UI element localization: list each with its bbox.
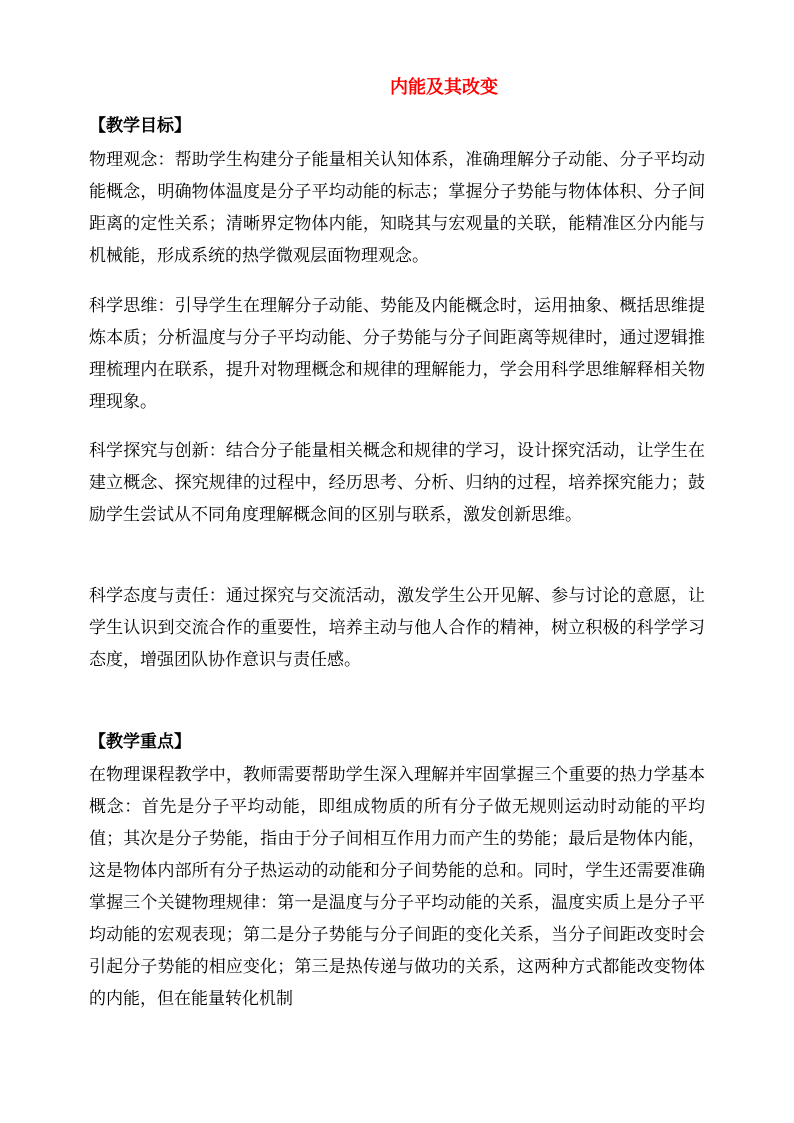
section-heading-teaching-focus: 【教学重点】 — [89, 732, 191, 752]
section-heading-teaching-goals: 【教学目标】 — [89, 116, 191, 136]
paragraph-scientific-thinking: 科学思维：引导学生在理解分子动能、势能及内能概念时，运用抽象、概括思维提炼本质；分析温度与分子平均动能、分子势能与分子间距离等规律时，通过逻辑推理梳理内在联系，提升对物理概念和规律的理解能力，学会用科学思维解释相关物理现象。 — [89, 296, 705, 412]
paragraph-teaching-focus: 在物理课程教学中，教师需要帮助学生深入理解并牢固掌握三个重要的热力学基本概念：首先是分子平均动能，即组成物质的所有分子做无规则运动时动能的平均值；其次是分子势能，指由于分子间相互作用力而产生的势能；最后是物体内能，这是物体内部所有分子热运动的动能和分子间势能的总和。同时，学生还需要准确掌握三个关键物理规律：第一是温度与分子平均动能的关系，温度实质上是分子平均动能的宏观表现；第二是分子势能与分子间距的变化关系，当分子间距改变时会引起分子势能的相应变化；第三是热传递与做功的关系，这两种方式都能改变物体的内能，但在能量转化机制 — [89, 765, 705, 1009]
paragraph-scientific-inquiry: 科学探究与创新：结合分子能量相关概念和规律的学习，设计探究活动，让学生在建立概念、探究规律的过程中，经历思考、分析、归纳的过程，培养探究能力；鼓励学生尝试从不同角度理解概念间的区别与联系，激发创新思维。 — [89, 441, 705, 525]
paragraph-physics-concept: 物理观念：帮助学生构建分子能量相关认知体系，准确理解分子动能、分子平均动能概念，明确物体温度是分子平均动能的标志；掌握分子势能与物体体积、分子间距离的定性关系；清晰界定物体内能，知晓其与宏观量的关联，能精准区分内能与机械能，形成系统的热学微观层面物理观念。 — [89, 150, 705, 266]
paragraph-scientific-attitude: 科学态度与责任：通过探究与交流活动，激发学生公开见解、参与讨论的意愿，让学生认识到交流合作的重要性，培养主动与他人合作的精神，树立积极的科学学习态度，增强团队协作意识与责任感。 — [89, 586, 705, 670]
document-title: 内能及其改变 — [390, 77, 498, 98]
